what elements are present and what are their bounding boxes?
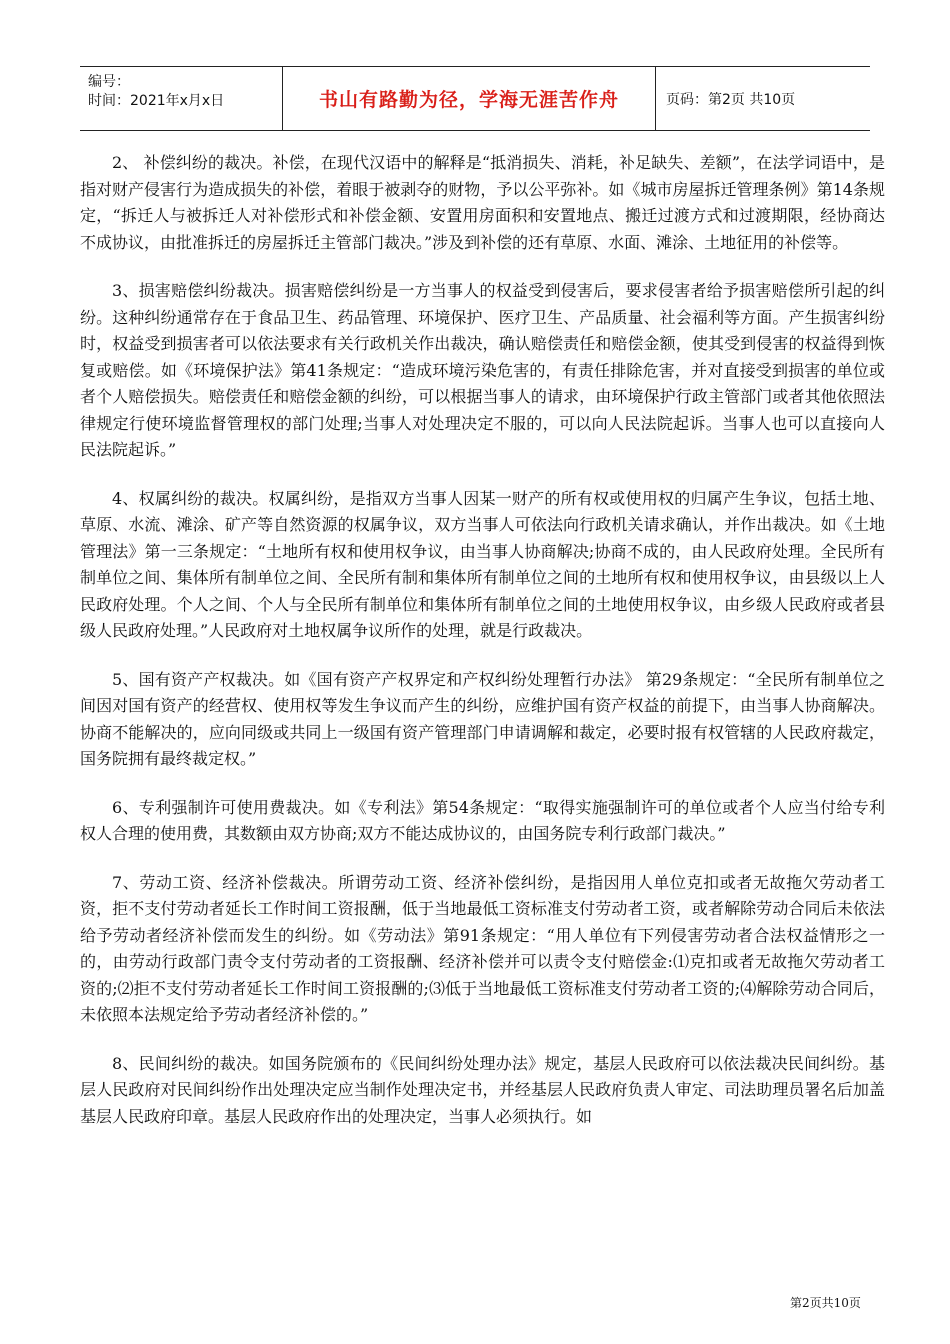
paragraph: 3、损害赔偿纠纷裁决。损害赔偿纠纷是一方当事人的权益受到侵害后，要求侵害者给予损害赔偿所引起的纠纷。这种纠纷通常存在于食品卫生、药品管理、环境保护、医疗卫生、产品质量、社会福利等方面。产生损害纠纷时，权益受到损害者可以依法要求有关行政机关作出裁决，确认赔偿责任和赔偿金额，使其受到侵害的权益得到恢复或赔偿。如《环境保护法》第41条规定：“造成环境污染危害的，有责任排除危害，并对直接受到损害的单位或者个人赔偿损失。赔偿责任和赔偿金额的纠纷，可以根据当事人的请求，由环境保护行政主管部门或者其他依照法律规定行使环境监督管理权的部门处理;当事人对处理决定不服的，可以向人民法院起诉。当事人也可以直接向人民法院起诉。”: [80, 281, 885, 459]
header-page-number: 页码：第2页 共10页: [666, 91, 796, 108]
page-footer: [790, 1294, 861, 1311]
paragraph: 6、专利强制许可使用费裁决。如《专利法》第54条规定：“取得实施强制许可的单位或者个人应当付给专利权人合理的使用费，其数额由双方协商;双方不能达成协议的，由国务院专利行政部门裁决。”: [80, 797, 885, 843]
paragraph: 5、国有资产产权裁决。如《国有资产产权界定和产权纠纷处理暂行办法》 第29条规定：“全民所有制单位之间因对国有资产的经营权、使用权等发生争议而产生的纠纷，应维护国有资产权益的前提下，由当事人协商解决。协商不能解决的，应向同级或共同上一级国有资产管理部门申请调解和裁定，必要时报有权管辖的人民政府裁定，国务院拥有最终裁定权。”: [80, 669, 885, 768]
header-page-cell: [656, 67, 870, 130]
paragraph: 2、 补偿纠纷的裁决。补偿，在现代汉语中的解释是“抵消损失、消耗，补足缺失、差额”，在法学词语中，是指对财产侵害行为造成损失的补偿，着眼于被剥夺的财物，予以公平弥补。如《城市房屋拆迁管理条例》第14条规定，“拆迁人与被拆迁人对补偿形式和补偿金额、安置用房面积和安置地点、搬迁过渡方式和过渡期限，经协商达不成协议，由批准拆迁的房屋拆迁主管部门裁决。”涉及到补偿的还有草原、水面、滩涂、土地征用的补偿等。: [80, 153, 885, 252]
document-date-label: 时间：2021年x月x日: [88, 93, 225, 109]
paragraph: 4、权属纠纷的裁决。权属纠纷，是指双方当事人因某一财产的所有权或使用权的归属产生争议，包括土地、草原、水流、滩涂、矿产等自然资源的权属争议，双方当事人可依法向行政机关请求确认，并作出裁决。如《土地管理法》第一三条规定：“土地所有权和使用权争议，由当事人协商解决;协商不成的，由人民政府处理。全民所有制单位之间、集体所有制单位之间、全民所有制和集体所有制单位之间的土地所有权和使用权争议，由县级以上人民政府处理。个人之间、个人与全民所有制单位和集体所有制单位之间的土地使用权争议，由乡级人民政府或者县级人民政府处理。”人民政府对土地权属争议所作的处理，就是行政裁决。: [80, 488, 885, 640]
document-number-label: 编号：: [88, 74, 130, 90]
header-motto-cell: [282, 67, 656, 130]
paragraph: 7、劳动工资、经济补偿裁决。所谓劳动工资、经济补偿纠纷，是指因用人单位克扣或者无故拖欠劳动者工资，拒不支付劳动者延长工作时间工资报酬，低于当地最低工资标准支付劳动者工资，或者解除劳动合同后未依法给予劳动者经济补偿而发生的纠纷。如《劳动法》第91条规定：“用人单位有下列侵害劳动者合法权益情形之一的，由劳动行政部门责令支付劳动者的工资报酬、经济补偿并可以责令支付赔偿金:⑴克扣或者无故拖欠劳动者工资的;⑵拒不支付劳动者延长工作时间工资报酬的;⑶低于当地最低工资标准支付劳动者工资的;⑷解除劳动合同后，未依照本法规定给予劳动者经济补偿的。”: [80, 872, 885, 1024]
footer-page-number: 第2页共10页: [790, 1296, 861, 1310]
document-body: [80, 150, 885, 1152]
page-header: [80, 66, 870, 131]
paragraph: 8、民间纠纷的裁决。如国务院颁布的《民间纠纷处理办法》规定，基层人民政府可以依法裁决民间纠纷。基层人民政府对民间纠纷作出处理决定应当制作处理决定书，并经基层人民政府负责人审定、司法助理员署名后加盖基层人民政府印章。基层人民政府作出的处理决定，当事人必须执行。如: [80, 1053, 885, 1126]
header-motto: 书山有路勤为径，学海无涯苦作舟: [318, 89, 619, 111]
header-meta: [80, 67, 282, 130]
